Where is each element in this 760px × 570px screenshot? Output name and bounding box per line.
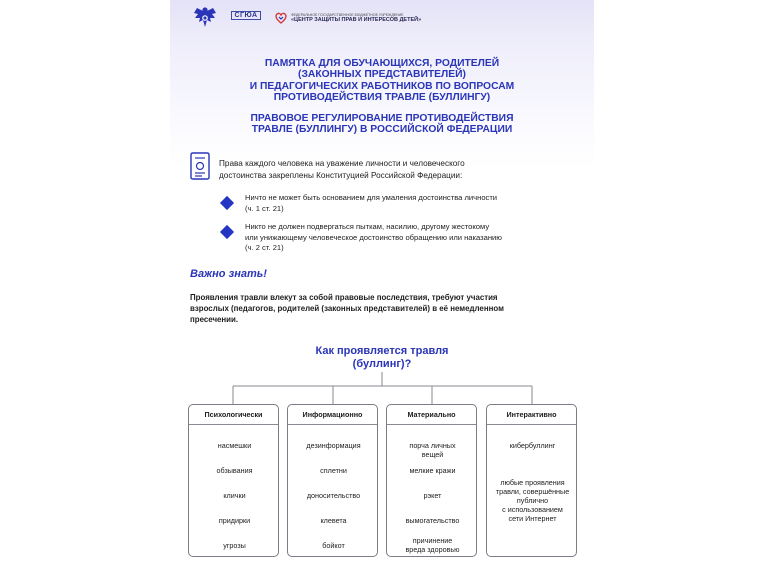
column-item: рэкет <box>423 491 442 500</box>
intro-line: достоинства закреплены Конституцией Российской Федерации: <box>219 170 463 180</box>
form-column-material <box>386 404 477 557</box>
column-item: кибербуллинг <box>509 441 556 450</box>
point-line: (ч. 2 ст. 21) <box>245 243 284 252</box>
point-line: или унижающему человеческое достоинство обращению или наказанию <box>245 232 502 242</box>
column-item: клевета <box>320 516 347 525</box>
column-item-line: с использованием <box>502 505 563 514</box>
center-logo <box>274 11 421 25</box>
form-column-psychological <box>188 404 279 557</box>
intro-text <box>219 158 539 181</box>
form-column-informational <box>287 404 378 557</box>
column-item-line: причинение <box>412 536 453 545</box>
constitution-document-icon <box>190 152 210 180</box>
subtitle-line: ТРАВЛЕ (БУЛЛИНГУ) В РОССИЙСКОЙ ФЕДЕРАЦИИ <box>251 124 513 136</box>
column-item-line: вещей <box>421 450 444 459</box>
important-heading: Важно знать! <box>190 268 267 280</box>
center-logo-line1: ФЕДЕРАЛЬНОЕ ГОСУДАРСТВЕННОЕ БЮДЖЕТНОЕ УЧРЕЖДЕНИЕ <box>291 13 404 17</box>
point-line: Никто не должен подвергаться пыткам, насилию, другому жестокому <box>245 222 490 231</box>
consequence-text <box>190 292 560 325</box>
page-title <box>170 58 594 103</box>
memo-sheet <box>170 0 594 570</box>
intro-line: Права каждого человека на уважение личности и человеческого <box>219 159 465 168</box>
title-line: ПРОТИВОДЕЙСТВИЯ ТРАВЛЕ (БУЛЛИНГУ) <box>273 91 491 103</box>
heart-hands-icon <box>274 11 288 25</box>
column-item: дезинформация <box>306 441 361 450</box>
form-column-interactive <box>486 404 577 557</box>
column-item: доносительство <box>306 491 361 500</box>
column-item <box>487 478 578 523</box>
diamond-bullet-icon <box>220 196 234 210</box>
column-item <box>387 441 478 459</box>
diamond-bullet-icon <box>220 225 234 239</box>
column-item-line: вреда здоровью <box>405 545 460 554</box>
point-line: Ничто не может быть основанием для умаления достоинства личности <box>245 193 498 202</box>
point-line: (ч. 1 ст. 21) <box>245 203 284 213</box>
column-item: сплетни <box>320 466 347 475</box>
column-item: вымогательство <box>405 516 460 525</box>
column-header: Интерактивно <box>487 405 576 425</box>
column-item: клички <box>223 491 246 500</box>
column-item: угрозы <box>223 541 246 550</box>
column-item-line: травли, совершённые <box>495 487 570 496</box>
constitution-point <box>222 222 542 254</box>
column-item: насмешки <box>217 441 252 450</box>
column-header: Материально <box>387 405 476 425</box>
section-subtitle <box>170 113 594 136</box>
column-header: Информационно <box>288 405 377 425</box>
eagle-emblem-icon <box>192 5 218 31</box>
sgyua-logo-text: СГЮА <box>231 11 260 20</box>
center-logo-line2: «ЦЕНТР ЗАЩИТЫ ПРАВ И ИНТЕРЕСОВ ДЕТЕЙ» <box>291 17 422 23</box>
column-item-line: любые проявления <box>500 478 565 487</box>
how-title-line: Как проявляется травля <box>315 345 449 357</box>
column-item-line: порча личных <box>409 441 456 450</box>
title-line: (ЗАКОННЫХ ПРЕДСТАВИТЕЛЕЙ) <box>298 69 466 81</box>
header-logos <box>192 5 421 31</box>
constitution-point <box>222 193 542 214</box>
column-item: обзывания <box>216 466 253 475</box>
how-title-line: (буллинг)? <box>352 357 412 370</box>
consequence-line: пресечении. <box>190 315 239 324</box>
bullying-forms-title <box>170 345 594 370</box>
title-line: И ПЕДАГОГИЧЕСКИХ РАБОТНИКОВ ПО ВОПРОСАМ <box>249 80 515 92</box>
column-item <box>387 536 478 554</box>
column-item-line: сети Интернет <box>508 514 557 523</box>
column-item: бойкот <box>322 541 345 550</box>
subtitle-line: ПРАВОВОЕ РЕГУЛИРОВАНИЕ ПРОТИВОДЕЙСТВИЯ <box>250 113 514 124</box>
consequence-line: Проявления травли влекут за собой правовые последствия, требуют участия <box>190 293 498 302</box>
consequence-line: взрослых (педагогов, родителей (законных представителей) в её немедленном <box>190 304 504 313</box>
column-item-line: публично <box>516 496 549 505</box>
sgyua-logo <box>228 11 264 25</box>
column-item: мелкие кражи <box>409 466 456 475</box>
column-item: придирки <box>218 516 251 525</box>
column-header: Психологически <box>189 405 278 425</box>
title-line: ПАМЯТКА ДЛЯ ОБУЧАЮЩИХСЯ, РОДИТЕЛЕЙ <box>264 58 500 69</box>
